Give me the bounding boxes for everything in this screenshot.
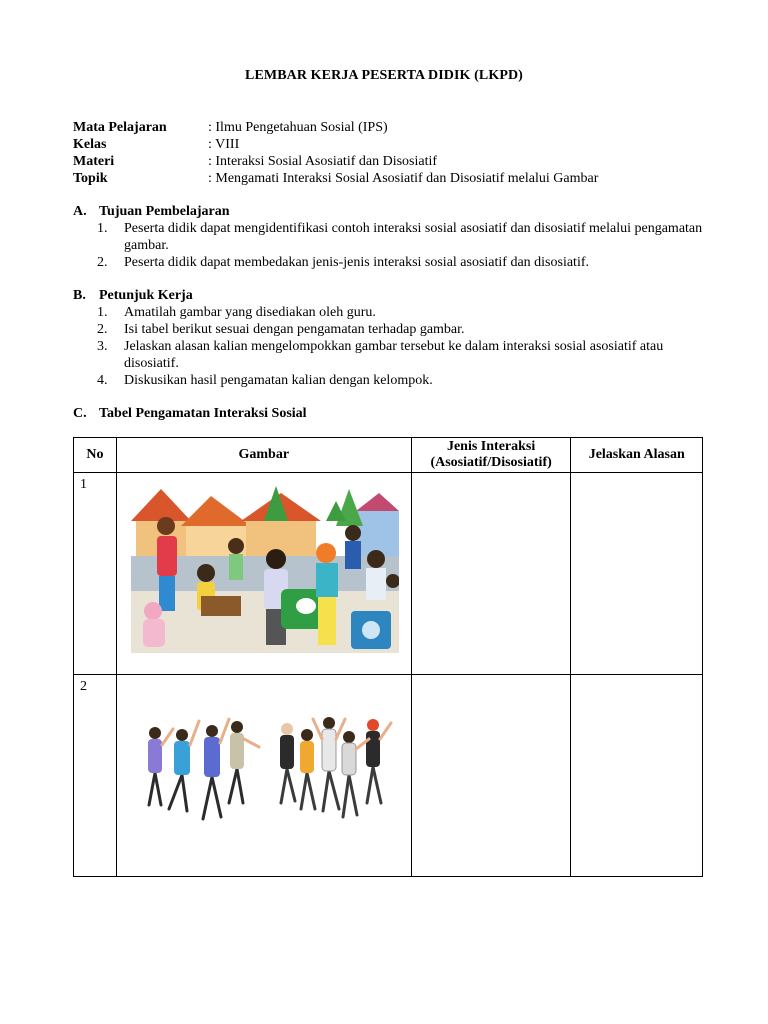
meta-row-material	[73, 153, 598, 170]
meta-label: Kelas	[73, 137, 107, 152]
section-heading	[73, 405, 703, 422]
header-jenis-line1: Jenis Interaksi	[446, 439, 536, 454]
meta-value: : Mengamati Interaksi Sosial Asosiatif dan Disosiatif melalui Gambar	[208, 171, 599, 186]
meta-row-class	[73, 136, 598, 153]
section-title: Tujuan Pembelajaran	[99, 204, 230, 219]
section-learning-objectives	[73, 203, 703, 271]
list-text: Isi tabel berikut sesuai dengan pengamatan terhadap gambar.	[124, 322, 465, 337]
table-header-row	[74, 438, 703, 473]
section-title: Tabel Pengamatan Interaksi Sosial	[99, 406, 307, 421]
header-gambar: Gambar	[116, 438, 411, 473]
list-text: Diskusikan hasil pengamatan kalian dengan kelompok.	[124, 373, 433, 388]
section-letter: C.	[73, 406, 87, 421]
meta-label: Materi	[73, 154, 115, 169]
objectives-list	[73, 220, 703, 271]
list-number: 1.	[97, 305, 108, 320]
header-jenis-interaksi	[411, 438, 571, 473]
list-item	[73, 372, 703, 389]
section-title: Petunjuk Kerja	[99, 288, 193, 303]
table-row	[74, 675, 703, 877]
section-letter: B.	[73, 288, 86, 303]
list-number: 2.	[97, 322, 108, 337]
meta-row-subject	[73, 119, 598, 136]
section-heading	[73, 287, 703, 304]
list-item	[73, 254, 703, 271]
meta-value: : Ilmu Pengetahuan Sosial (IPS)	[208, 120, 388, 135]
meta-value: : Interaksi Sosial Asosiatif dan Disosiatif	[208, 154, 438, 169]
cell-jenis[interactable]	[411, 675, 571, 877]
section-work-instructions	[73, 287, 703, 389]
cell-no	[74, 675, 117, 877]
cell-alasan[interactable]	[571, 675, 703, 877]
list-item	[73, 321, 703, 338]
list-number: 1.	[97, 221, 108, 236]
table-row	[74, 473, 703, 675]
meta-row-topic	[73, 170, 598, 187]
instructions-list	[73, 304, 703, 389]
row-number: 1	[80, 477, 87, 492]
group-fight-illustration	[137, 713, 393, 829]
list-item	[73, 338, 703, 372]
header-no: No	[74, 438, 117, 473]
meta-label: Topik	[73, 171, 108, 186]
meta-label: Mata Pelajaran	[73, 120, 167, 135]
list-text: Peserta didik dapat mengidentifikasi contoh interaksi sosial asosiatif dan disosiatif melalui pengamatan gambar.	[124, 221, 703, 253]
list-number: 2.	[97, 255, 108, 270]
cell-alasan[interactable]	[571, 473, 703, 675]
observation-table	[73, 437, 703, 877]
list-item	[73, 220, 703, 254]
meta-value: : VIII	[208, 137, 240, 152]
header-jenis-line2: (Asosiatif/Disosiatif)	[430, 455, 552, 470]
row-number: 2	[80, 679, 87, 694]
cell-no	[74, 473, 117, 675]
list-text: Amatilah gambar yang disediakan oleh guru.	[124, 305, 376, 320]
list-number: 3.	[97, 339, 108, 354]
cell-jenis[interactable]	[411, 473, 571, 675]
list-item	[73, 304, 703, 321]
list-number: 4.	[97, 373, 108, 388]
document-title: LEMBAR KERJA PESERTA DIDIK (LKPD)	[245, 68, 523, 83]
section-letter: A.	[73, 204, 87, 219]
list-text: Peserta didik dapat membedakan jenis-jenis interaksi sosial asosiatif dan disosiatif.	[124, 255, 590, 270]
header-alasan: Jelaskan Alasan	[571, 438, 703, 473]
section-heading	[73, 203, 703, 220]
list-text: Jelaskan alasan kalian mengelompokkan gambar tersebut ke dalam interaksi sosial asosiatif atau disosiatif.	[124, 339, 664, 371]
cell-gambar	[116, 473, 411, 675]
cell-gambar	[116, 675, 411, 877]
subject-info	[73, 119, 598, 187]
section-observation-table	[73, 405, 703, 422]
community-cleanup-illustration	[131, 481, 399, 653]
